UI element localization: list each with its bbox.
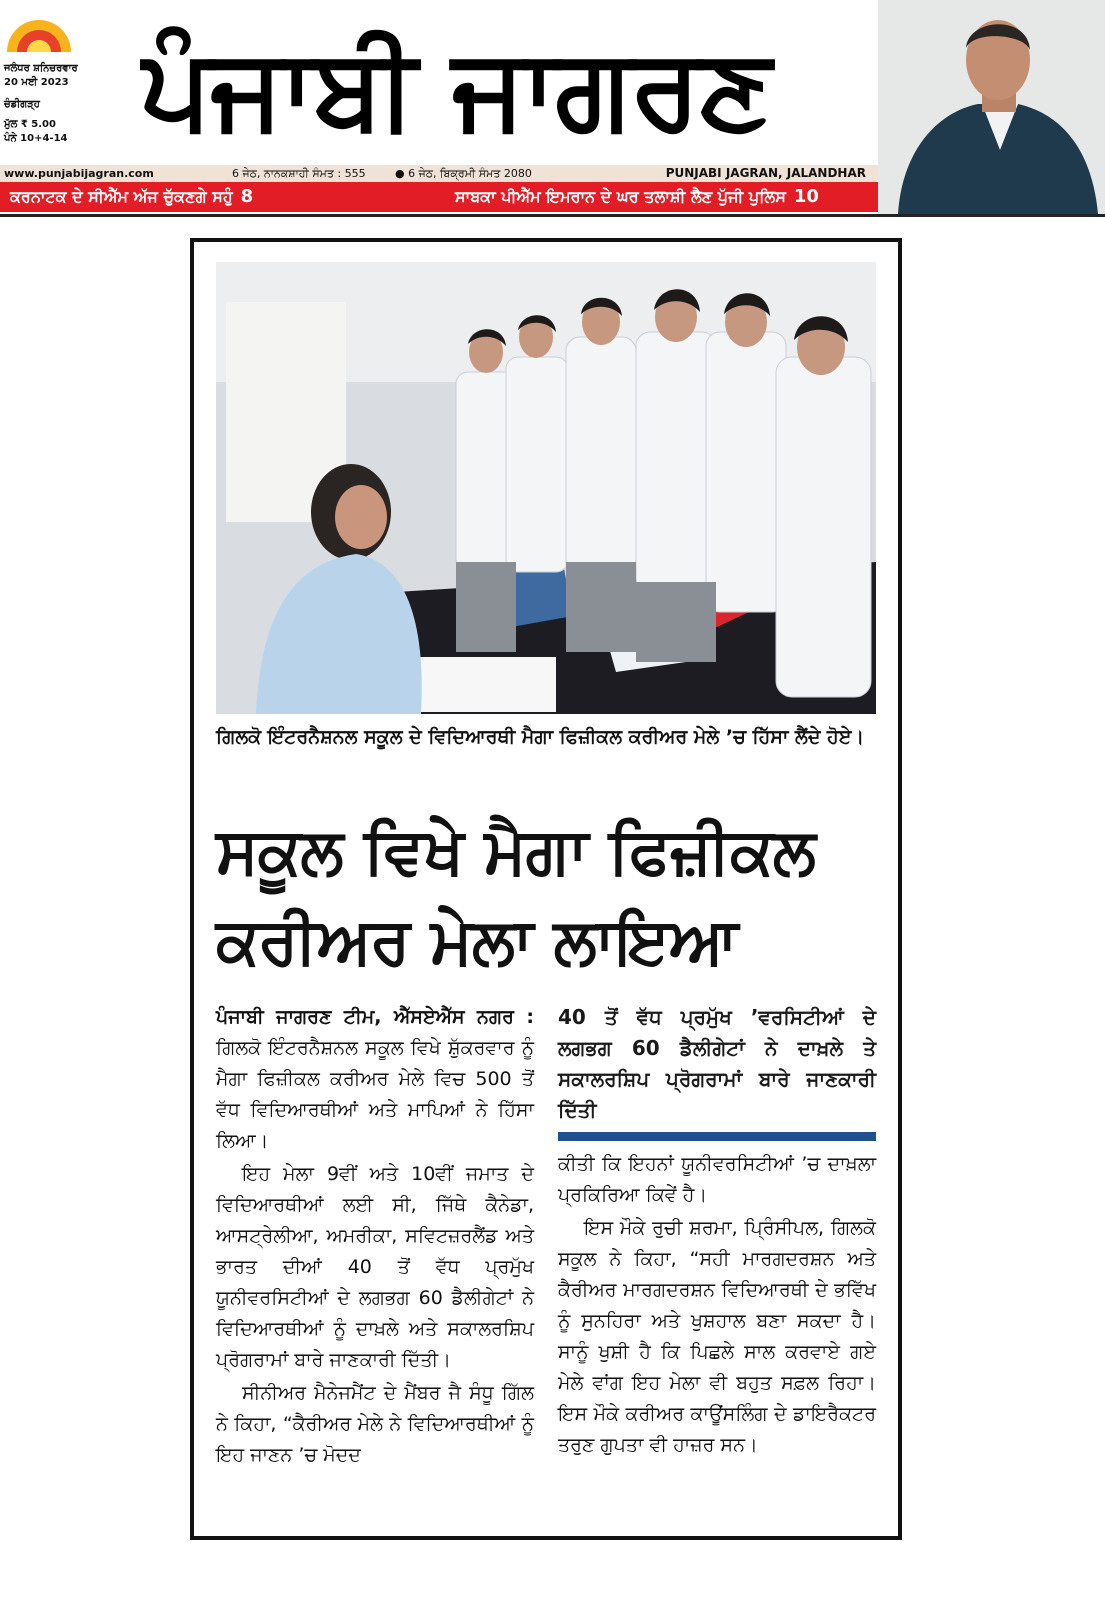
sun-logo-icon: [4, 14, 74, 54]
teaser-headline-2[interactable]: [455, 182, 819, 212]
teaser-headline-1[interactable]: [10, 182, 253, 212]
bikrami-date: ● 6 ਜੇਠ, ਬਿਕ੍ਰਮੀ ਸੰਮਤ 2080: [395, 167, 532, 180]
price: ਮੁੱਲ ₹ 5.00: [4, 119, 56, 130]
article-headline: ਸਕੂਲ ਵਿਖੇ ਮੈਗਾ ਫਿਜ਼ੀਕਲ ਕਰੀਅਰ ਮੇਲਾ ਲਾਇਆ: [216, 815, 815, 979]
masthead: [0, 0, 1105, 222]
paragraph-5: ਇਸ ਮੌਕੇ ਰੁਚੀ ਸ਼ਰਮਾ, ਪ੍ਰਿੰਸੀਪਲ, ਗਿਲਕੋ ਸਕੂਲ ਨੇ ਕਿਹਾ, “ਸਹੀ ਮਾਰਗਦਰਸ਼ਨ ਅਤੇ ਕੈਰੀਅਰ ਮਾਰਗਦਰਸ਼ਨ ਵਿਦਿਆਰਥੀ ਦੇ ਭਵਿੱਖ ਨੂੰ ਸੁਨਹਿਰਾ ਅਤੇ ਖੁਸ਼ਹਾਲ ਬਣਾ ਸਕਦਾ ਹੈ। ਸਾਨੂੰ ਖੁਸ਼ੀ ਹੈ ਕਿ ਪਿਛਲੇ ਸਾਲ ਕਰਵਾਏ ਗਏ ਮੇਲੇ ਵਾਂਗ ਇਹ ਮੇਲਾ ਵੀ ਬਹੁਤ ਸਫ਼ਲ ਰਿਹਾ। ਇਸ ਮੌਕੇ ਕਰੀਅਰ ਕਾਊਂਸਲਿੰਗ ਦੇ ਡਾਇਰੈਕਟਰ ਤਰੁਣ ਗੁਪਤਾ ਵੀ ਹਾਜ਼ਰ ਸਨ।: [558, 1217, 876, 1456]
teaser-1-text: ਕਰਨਾਟਕ ਦੇ ਸੀਐੱਮ ਅੱਜ ਚੁੱਕਣਗੇ ਸਹੁੰ: [10, 187, 233, 206]
teaser-2-text: ਸਾਬਕਾ ਪੀਐੱਮ ਇਮਰਾਨ ਦੇ ਘਰ ਤਲਾਸ਼ੀ ਲੈਣ ਪੁੱਜੀ ਪੁਲਿਸ: [455, 187, 786, 206]
pull-quote: 40 ਤੋਂ ਵੱਧ ਪ੍ਰਮੁੱਖ ’ਵਰਸਿਟੀਆਂ ਦੇ ਲਗਭਗ 60 ਡੈਲੀਗੇਟਾਂ ਨੇ ਦਾਖ਼ਲੇ ਤੇ ਸਕਾਲਰਸ਼ਿਪ ਪ੍ਰੋਗਰਾਮਾਂ ਬਾਰੇ ਜਾਣਕਾਰੀ ਦਿੱਤੀ: [558, 1005, 876, 1122]
pull-quote-rule: [558, 1132, 876, 1141]
paragraph-3: ਸੀਨੀਅਰ ਮੈਨੇਜਮੈਂਟ ਦੇ ਮੈਂਬਰ ਜੈ ਸੰਧੂ ਗਿੱਲ ਨੇ ਕਿਹਾ, “ਕੈਰੀਅਰ ਮੇਲੇ ਨੇ ਵਿਦਿਆਰਥੀਆਂ ਨੂੰ ਇਹ ਜਾਣਨ ’ਚ ਮੋਦਦ: [216, 1382, 534, 1466]
headlines-bar: [0, 182, 878, 212]
article-column-left: [216, 1002, 534, 1473]
news-clipping: [190, 238, 902, 1540]
issue-date: 20 ਮਈ 2023: [4, 77, 69, 88]
nanakshahi-date: 6 ਜੇਠ, ਨਾਨਕਸ਼ਾਹੀ ਸੰਮਤ : 555: [232, 167, 366, 180]
teaser-2-page: 10: [793, 186, 819, 207]
brand-line: PUNJABI JAGRAN, JALANDHAR: [665, 166, 866, 180]
masthead-photo: [878, 0, 1105, 214]
paragraph-4: ਕੀਤੀ ਕਿ ਇਹਨਾਂ ਯੂਨੀਵਰਸਿਟੀਆਂ ’ਚ ਦਾਖ਼ਲਾ ਪ੍ਰਕਿਰਿਆ ਕਿਵੇਂ ਹੈ।: [558, 1153, 876, 1206]
newspaper-title: ਪੰਜਾਬੀ ਜਾਗਰਣ: [140, 24, 770, 154]
person-portrait-icon: [878, 0, 1105, 214]
teaser-1-page: 8: [240, 186, 254, 207]
article-column-right: [558, 1002, 876, 1463]
paragraph-1: ਗਿਲਕੋ ਇੰਟਰਨੈਸ਼ਨਲ ਸਕੂਲ ਵਿਖੇ ਸ਼ੁੱਕਰਵਾਰ ਨੂੰ ਮੈਗਾ ਫਿਜ਼ੀਕਲ ਕਰੀਅਰ ਮੇਲੇ ਵਿਚ 500 ਤੋਂ ਵੱਧ ਵਿਦਿਆਰਥੀਆਂ ਅਤੇ ਮਾਪਿਆਂ ਨੇ ਹਿੱਸਾ ਲਿਆ।: [216, 1037, 534, 1152]
info-bar: [0, 165, 878, 182]
byline: ਪੰਜਾਬੀ ਜਾਗਰਣ ਟੀਮ, ਐੱਸਏਐੱਸ ਨਗਰ :: [216, 1006, 534, 1028]
news-photo: [216, 262, 876, 714]
edition-day: ਜਲੰਧਰ ਸ਼ਨਿਚਰਵਾਰ: [4, 63, 78, 74]
masthead-divider: [0, 214, 1105, 217]
paragraph-2: ਇਹ ਮੇਲਾ 9ਵੀਂ ਅਤੇ 10ਵੀਂ ਜਮਾਤ ਦੇ ਵਿਦਿਆਰਥੀਆਂ ਲਈ ਸੀ, ਜਿੱਥੇ ਕੈਨੇਡਾ, ਆਸਟ੍ਰੇਲੀਆ, ਅਮਰੀਕਾ, ਸਵਿਟਜ਼ਰਲੈਂਡ ਅਤੇ ਭਾਰਤ ਦੀਆਂ 40 ਤੋਂ ਵੱਧ ਪ੍ਰਮੁੱਖ ਯੂਨੀਵਰਸਿਟੀਆਂ ਦੇ ਲਗਭਗ 60 ਡੈਲੀਗੇਟਾਂ ਨੇ ਵਿਦਿਆਰਥੀਆਂ ਨੂੰ ਦਾਖ਼ਲੇ ਅਤੇ ਸਕਾਲਰਸ਼ਿਪ ਪ੍ਰੋਗਰਾਮਾਂ ਬਾਰੇ ਜਾਣਕਾਰੀ ਦਿੱਤੀ।: [216, 1163, 534, 1371]
students-at-fair-photo-icon: [216, 262, 876, 714]
photo-caption: ਗਿਲਕੋ ਇੰਟਰਨੈਸ਼ਨਲ ਸਕੂਲ ਦੇ ਵਿਦਿਆਰਥੀ ਮੈਗਾ ਫਿਜ਼ੀਕਲ ਕਰੀਅਰ ਮੇਲੇ ’ਚ ਹਿੱਸਾ ਲੈਂਦੇ ਹੋਏ।: [216, 726, 865, 748]
edition-info: [4, 62, 134, 146]
page-count: ਪੰਨੇ 10+4-14: [4, 133, 68, 144]
edition-city: ਚੰਡੀਗੜ੍ਹ: [4, 99, 40, 110]
website-url[interactable]: www.punjabijagran.com: [4, 167, 154, 180]
